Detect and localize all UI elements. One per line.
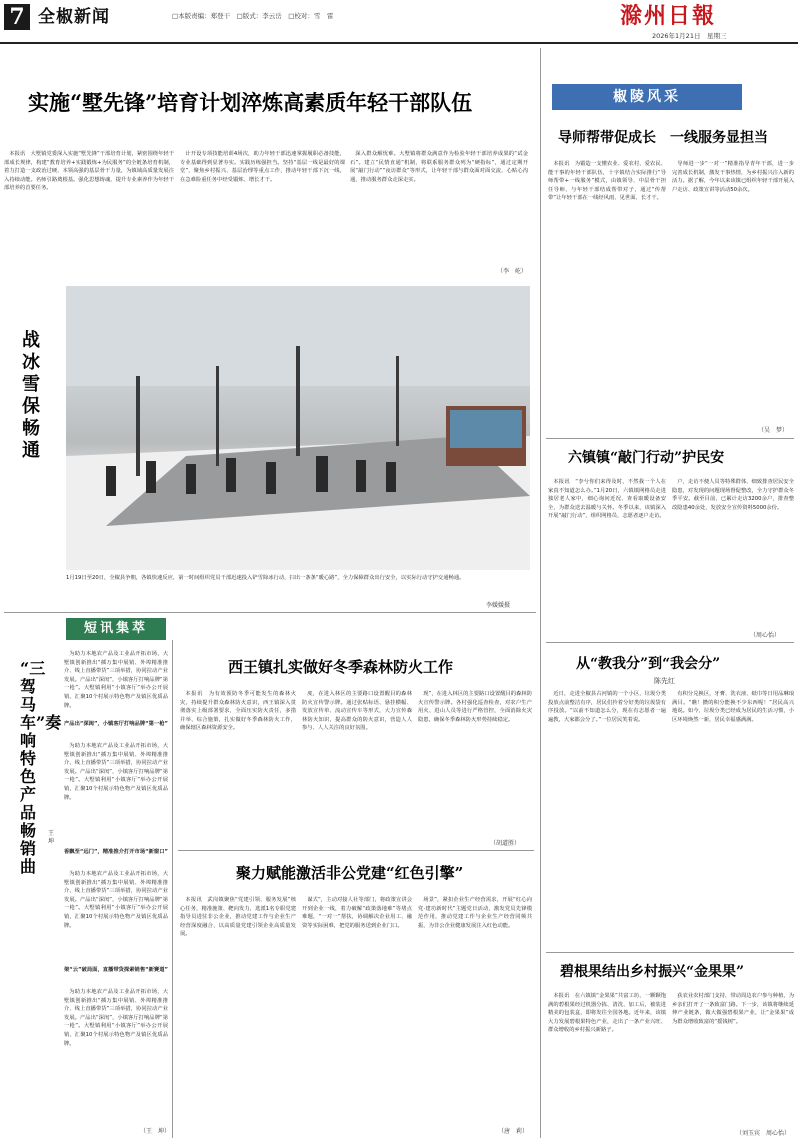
lead-col-1: 本报讯 大墅镇党委深入实施“墅先锋”干部培育计划，紧密围绕年轻干部成长规律，构建“教育培养+实践锻炼+为民服务”的全链条培育机制，着力打造一支政治过硬、本领高强的基层骨干力量，为镇域高质量发展注入持续动能。名师引路奠根基。强化思想铸魂，提升专业素养作为年轻干部培养的首要任务。: [4, 151, 174, 192]
briefs-body-4: 为助力本地农产品及工业品开拓市场，大墅镇创新推出“插万集中展销、外埠精准推介、线上直播带货”三项举措，协同拉动产业发展。产品出“深闺”，小镇客厅打响品牌“第一枪”。大墅镇利用“小镇客厅”举办公开展销，汇聚10个村展示特色物产及镇区优质品牌。: [64, 989, 168, 1047]
center2-col-1: 本报讯 武岗镇聚焦“党建引领、服务发展”核心任务，精准施策、靶向发力，选派1名专职党建指导员进驻非公企业，推动党建工作与企业生产经营深度融合，以高质量党建引领企业高质量发展。: [180, 897, 296, 938]
center2-author: （唐 莉）: [498, 1128, 529, 1135]
r2-headline: 六镇镇“敲门行动”护民安: [568, 450, 725, 466]
center2-col-3: 场景”，紧扣企业生产经营需求，开展“红心向党·建功新时代”主题党日活动，激发党员先锋模范作用，推动党建工作与企业生产经营同频共振，为非公企业健康发展注入红色动能。: [418, 897, 532, 929]
briefs-body: 为助力本地农产品及工业品开拓市场，大墅镇创新推出“插万集中展销、外埠精准推介、线上直播带货”三项举措，协同拉动产业发展。产品出“深闺”，小镇客厅打响品牌“第一枪”。大墅镇利用“小镇客厅”举办公开展销，汇聚10个村展示特色物产及镇区优质品牌。: [64, 651, 168, 709]
r1-divider: [546, 438, 794, 439]
briefs-byline: 王 坤: [48, 830, 61, 845]
newspaper-logo: 滁州日報: [620, 3, 717, 29]
r2-col-2: 户，走访不便人员等特殊群体，细致排查居民安全隐患，对发现的问题现场督促整改，全力守护群众冬季平安。截至目前，已累计走访3200余户，排查整改隐患40余处，发放安全宣传资料5000余份。: [672, 479, 794, 511]
lead-col-2: 计开设专项技能培训4场次，助力年轻干部迅速掌握履职必备技能，专业基础得到显著夯实。实践历练强担当。坚持“基层一线是最好的课堂”，聚焦乡村振兴、基层治理等重点工作，推动年轻干部下沉一线，在急难险重任务中经受锻炼、增长才干。: [180, 151, 345, 183]
editor-credits: □本版责编：郑登干 □版式：李云岳 □校对：雪 雷: [172, 12, 334, 20]
r1-author: （吴 梦）: [758, 427, 789, 434]
r4-headline: 碧根果结出乡村振兴“金果果”: [560, 964, 745, 980]
r4-col-2: 获农业农村部门支持，带动周边农户参与种植，为乡亲们打开了一条致富门路。下一步，该镇将继续延伸产业链条，做大做强碧根果产业，让“金果果”成为群众增收致富的“摇钱树”。: [672, 993, 794, 1025]
briefs-sub-2: 香飘至“远门”，精准推介打开市场“新窗口”: [64, 849, 168, 855]
r3-headline: 从“教我分”到“我会分”: [576, 656, 721, 672]
r1-col-1: 本报讯 为锻造一支懂农业、爱农村、爱农民、能干事的年轻干部队伍，十字镇结合实际推行“导师帮带+一线服务”模式，由镇领导、中层骨干担任导师，与年轻干部结成帮带对子，通过“传帮带”让年轻干部在一线经风雨、见世面、长才干。: [548, 161, 666, 202]
r3-divider: [546, 952, 794, 953]
r3-byline: 陈先红: [654, 677, 675, 685]
briefs-sub-1: 产品出“深闺”，小镇客厅打响品牌“第一枪”: [64, 721, 168, 727]
column-divider: [540, 48, 541, 1138]
briefs-divider: [172, 640, 173, 1138]
r2-divider: [546, 642, 794, 643]
center-divider: [178, 850, 534, 851]
briefs-author: （王 坤）: [140, 1128, 171, 1135]
snow-clearing-photo: [66, 286, 530, 570]
briefs-label: 短讯集萃: [66, 618, 166, 640]
center2-headline: 聚力赋能激活非公党建“红色引擎”: [236, 864, 464, 882]
briefs-vertical-title: “三驾马车”奏响特色产品畅销曲: [20, 659, 62, 876]
header-rule: [0, 42, 798, 44]
briefs-sub-3: 架“云”破局面，直播带货探索销售“新赛道”: [64, 967, 168, 973]
lead-headline: 实施“墅先锋”培育计划淬炼高素质年轻干部队伍: [28, 90, 473, 115]
briefs-body-3: 为助力本地农产品及工业品开拓市场，大墅镇创新推出“插万集中展销、外埠精准推介、线上直播带货”三项举措，协同拉动产业发展。产品出“深闺”，小镇客厅打响品牌“第一枪”。大墅镇利用“小镇客厅”举办公开展销，汇聚10个村展示特色物产及镇区优质品牌。: [64, 871, 168, 929]
photo-caption: 1月19日至20日，全椒县争朝，各镇快速反应，第一时间组织党员干部迅速投入铲雪除冰行动，扫出一条条“暖心路”，全力保障群众出行安全，以实际行动守护交通畅通。: [66, 575, 465, 581]
center2-col-2: 谋式”，主动对接人社等部门，将政策宣讲会开到企业一线，着力破解“政策落地难”等堵点难题，“一对一”帮扶，协调解决企业用工、融资等实际困难，把党的服务送到企业门口。: [302, 897, 412, 929]
r3-col-1: 近日，走进全椒县古河镇的一个小区，垃圾分类投放点前整洁有序，居民们拎着分好类的垃圾袋有序投放。“以前不知道怎么分，现在有志愿者一遍遍教，大家都会分了。”一位居民笑着说。: [548, 691, 666, 723]
center-col-3: 现”，在进入林区的主要路口设置醒目的森林防火宣传警示牌。各村强化巡查检查，对农户生产用火、进山人员等进行严格管控，全面消除火灾隐患，确保冬季森林防火形势持续稳定。: [418, 691, 532, 723]
r1-headline: 导师帮带促成长 一线服务显担当: [558, 130, 768, 146]
lead-col-3: 深入群众解忧难。大墅镇将群众满意作为检验年轻干部培养成果的“试金石”。建立“民情直通”机制，将联系服务群众列为“硬指标”，通过定期开展“敲门行动”“夜访群众”等形式，让年轻干部与群众面对面交流、心贴心沟通，推动服务群众走深走实。: [350, 151, 528, 183]
center-headline: 西王镇扎实做好冬季森林防火工作: [228, 658, 454, 676]
page-number: 7: [4, 4, 30, 30]
lead-author: （李 屹）: [497, 268, 528, 275]
center-col-1: 本报讯 为有效预防冬季可能发生的森林火灾，持续提升群众森林防火意识，西王镇深入贯彻落实上级部署要求，全面压实防火责任，多措并举、综合施策，扎实做好冬季森林防火工作，确保辖区森林资源安全。: [180, 691, 296, 732]
briefs-top-rule: [4, 612, 536, 613]
section-banner: 椒陵风采: [552, 84, 742, 110]
center-author: （胡道胜）: [490, 840, 521, 847]
r3-col-2: 有积分兑换区，牙膏、洗衣液、纸巾等日用品琳琅满目。“瞧！攒的积分能换不少东西呢！”居民高兴地说。如今，垃圾分类已经成为居民的生活习惯，小区环境焕然一新，居民幸福感满满。: [672, 691, 794, 723]
center-col-2: 度，在进入林区的主要路口设置醒目的森林防火宣传警示牌。通过张贴标语、悬挂横幅、发放宣传单、流动宣传车等形式，大力宣传森林防火知识，提高群众的防火意识，营造人人参与、人人关注的良好氛围。: [302, 691, 412, 732]
issue-date: 2026年1月21日 星期三: [652, 32, 727, 40]
r4-author: （刘玉宾 周心怡）: [736, 1130, 791, 1137]
r4-col-1: 本报讯 在六镇镇“金果果”共富工坊，一颗颗饱满的碧根果经过机器分拣、清洗、加工后，被装进精美的包装盒，即将发往全国各地。近年来，该镇大力发展碧根果特色产业，走出了一条产业兴旺、群众增收的乡村振兴新路子。: [548, 993, 666, 1034]
photo-credit: 李媛媛摄: [486, 602, 511, 609]
photo-title: 战冰雪 保畅通: [22, 330, 58, 461]
section-title: 全椒新闻: [38, 7, 110, 27]
photo-illustration: [66, 286, 530, 570]
r1-col-2: 导师进一步“一对一”精准指导青年干部，进一步完善成长机制，激发干事热情，为乡村振兴注入新的活力。据了解，今年以来该镇已组织年轻干部开展入户走访、政策宣讲等活动50余次。: [672, 161, 794, 193]
r2-col-1: 本报讯 “李兮你们来得及时，不然我一个人在家真不知道怎么办。”1月20日，六镇镇网格员走进独居老人家中，细心询问近况、查看取暖设备安全，为群众送去温暖与关怀。冬季以来，该镇深入开展“敲门行动”，组织网格员、志愿者逐户走访。: [548, 479, 666, 520]
r2-author: （周心怡）: [750, 632, 781, 639]
briefs-body-2: 为助力本地农产品及工业品开拓市场，大墅镇创新推出“插万集中展销、外埠精准推介、线上直播带货”三项举措，协同拉动产业发展。产品出“深闺”，小镇客厅打响品牌“第一枪”。大墅镇利用“小镇客厅”举办公开展销，汇聚10个村展示特色物产及镇区优质品牌。: [64, 743, 168, 801]
